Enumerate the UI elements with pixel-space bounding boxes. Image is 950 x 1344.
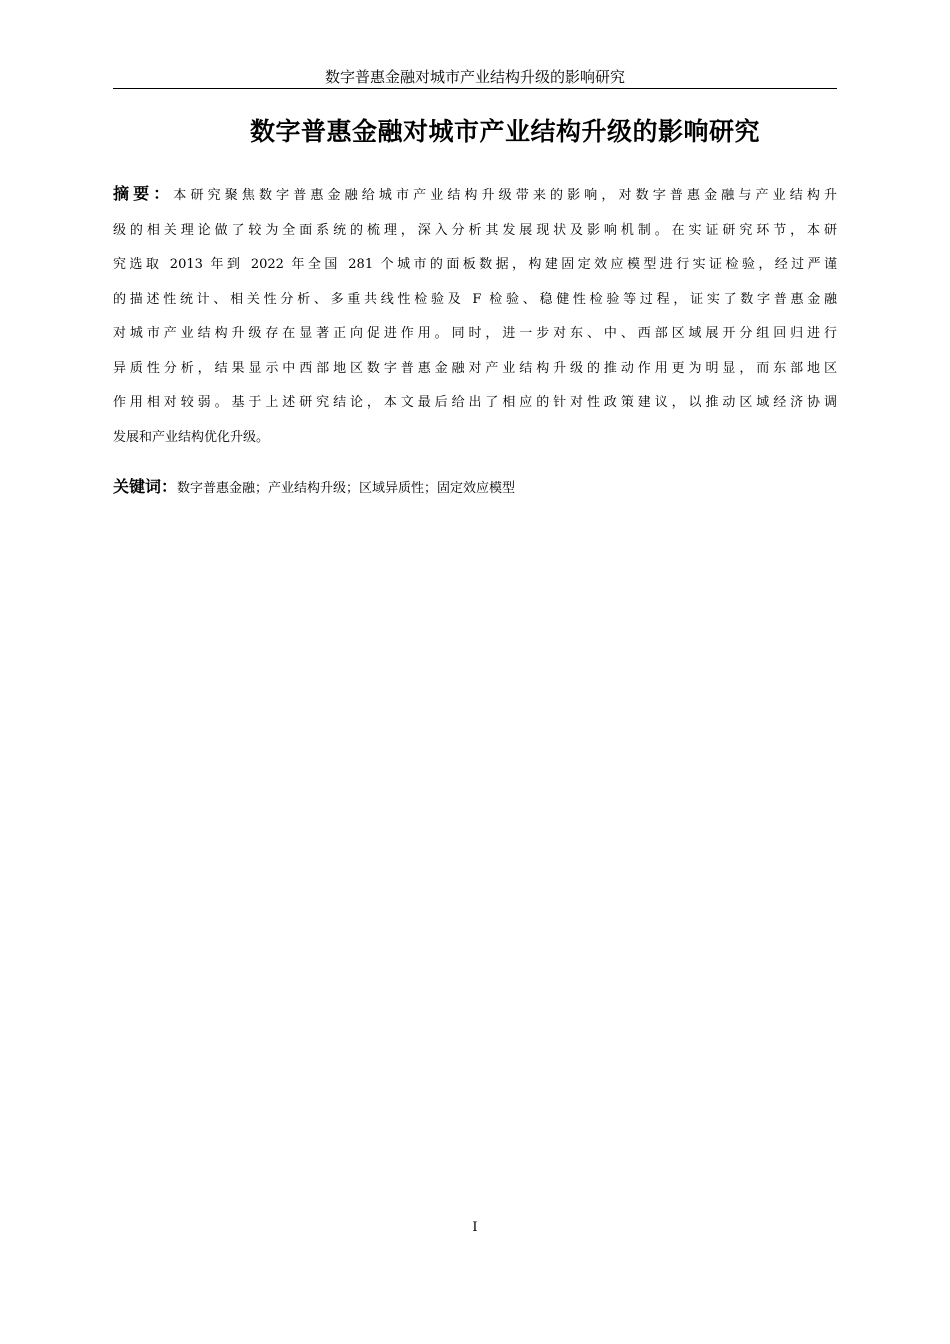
keywords-label: 关键词： [113,477,178,496]
page-number: I [472,1220,478,1235]
abstract-line: 作用相对较弱。基于上述研究结论，本文最后给出了相应的针对性政策建议，以推动区域经济协调 [113,395,837,410]
abstract-line: 对城市产业结构升级存在显著正向促进作用。同时，进一步对东、中、西部区域展开分组回归进行 [113,326,837,341]
abstract-line [113,177,837,214]
abstract-line: 的描述性统计、相关性分析、多重共线性检验及 F 检验、稳健性检验等过程，证实了数字普惠金融 [113,291,837,307]
abstract [113,177,837,455]
keywords-text: 数字普惠金融；产业结构升级；区域异质性；固定效应模型 [177,481,516,496]
abstract-line: 异质性分析，结果显示中西部地区数字普惠金融对产业结构升级的推动作用更为明显，而东部地区 [113,360,837,376]
abstract-line: 发展和产业结构优化升级。 [113,429,270,445]
header-rule [113,88,837,89]
abstract-label: 摘要： [113,184,174,203]
keywords [113,472,837,504]
abstract-line: 究选取 2013 年到 2022 年全国 281 个城市的面板数据，构建固定效应模型进行实证检验，经过严谨 [113,257,837,272]
abstract-line: 级的相关理论做了较为全面系统的梳理，深入分析其发展现状及影响机制。在实证研究环节，本研 [113,222,837,238]
running-header: 数字普惠金融对城市产业结构升级的影响研究 [324,68,625,86]
paper-title: 数字普惠金融对城市产业结构升级的影响研究 [249,117,760,146]
abstract-text: 本研究聚焦数字普惠金融给城市产业结构升级带来的影响，对数字普惠金融与产业结构升 [173,188,837,203]
